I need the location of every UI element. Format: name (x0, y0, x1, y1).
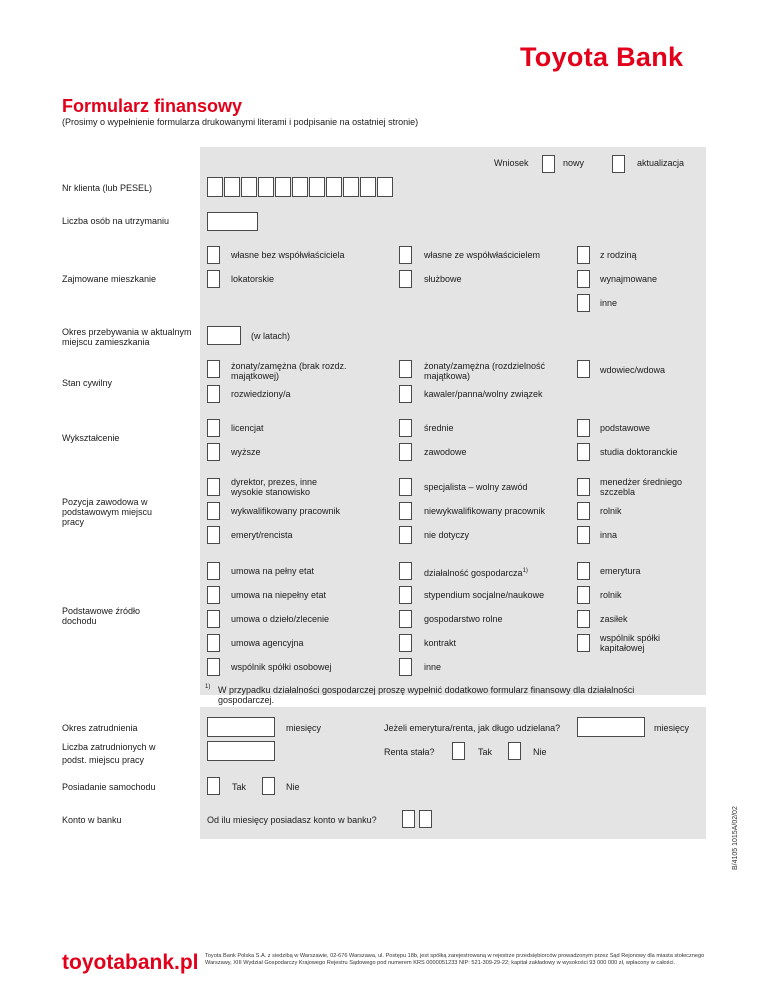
housing-label: Zajmowane mieszkanie (62, 274, 157, 284)
position-option-label: nie dotyczy (424, 530, 470, 540)
footnote-text: W przypadku działalności gospodarczej proszę wypełnić dodatkowo formularz finansowy dla działalności gospodarczej. (218, 685, 635, 705)
position-option-checkbox[interactable] (207, 502, 220, 520)
income-option-label: rolnik (600, 590, 622, 600)
residence-years-input[interactable] (207, 326, 241, 345)
page-subtitle: (Prosimy o wypełnienie formularza drukowanymi literami i podpisanie na ostatniej stronie) (62, 117, 419, 127)
footnote-mark: 1) (205, 684, 211, 690)
position-option-checkbox[interactable] (207, 526, 220, 544)
housing-option-label: własne ze współwłaścicielem (424, 250, 541, 260)
housing-option-checkbox[interactable] (577, 246, 590, 264)
education-option-checkbox[interactable] (399, 443, 412, 461)
marital-option-label: wdowiec/wdowa (600, 365, 666, 375)
marital-option-checkbox[interactable] (399, 385, 412, 403)
position-option-label: rolnik (600, 506, 622, 516)
position-option-label: wykwalifikowany pracownik (231, 506, 341, 516)
marital-option-label: żonaty/zamężna (rozdzielność majątkowa) (424, 361, 546, 381)
permanent-pension-yes-checkbox[interactable] (452, 742, 465, 760)
permanent-pension-no-checkbox[interactable] (508, 742, 521, 760)
employment-label: Okres zatrudnienia (62, 723, 138, 733)
dependents-input[interactable] (207, 212, 258, 231)
housing-option-checkbox[interactable] (207, 270, 220, 288)
income-option-label: wspólnik spółki osobowej (231, 662, 332, 672)
income-option-checkbox[interactable] (207, 562, 220, 580)
housing-option-label: wynajmowane (600, 274, 658, 284)
education-option-label: wyższe (231, 447, 261, 457)
position-option-label: menedżer średniego szczebla (600, 477, 683, 497)
application-new-checkbox[interactable] (542, 155, 555, 173)
car-yes-checkbox[interactable] (207, 777, 220, 795)
application-label: Wniosek (494, 158, 529, 168)
pension-months-input[interactable] (577, 717, 645, 737)
car-no-label: Nie (286, 782, 300, 792)
car-yes-label: Tak (232, 782, 247, 792)
education-label: Wykształcenie (62, 433, 120, 443)
bank-months-digit[interactable] (402, 810, 415, 828)
position-option-label: inna (600, 530, 618, 540)
client-number-label: Nr klienta (lub PESEL) (62, 183, 153, 193)
application-new-label: nowy (563, 158, 585, 168)
client-number-digit-boxes[interactable] (207, 177, 402, 198)
permanent-pension-no-label: Nie (533, 747, 547, 757)
position-option-checkbox[interactable] (399, 502, 412, 520)
income-option-label: inne (424, 662, 442, 672)
education-option-checkbox[interactable] (399, 419, 412, 437)
income-option-checkbox[interactable] (207, 586, 220, 604)
dependents-label: Liczba osób na utrzymaniu (62, 216, 170, 226)
income-option-checkbox[interactable] (207, 634, 220, 652)
income-label: Podstawowe źródło dochodu (62, 606, 141, 626)
position-option-checkbox[interactable] (577, 526, 590, 544)
housing-option-checkbox[interactable] (577, 294, 590, 312)
income-option-label: działalność gospodarcza$^{1)}$ (424, 568, 528, 578)
income-option-checkbox[interactable] (577, 610, 590, 628)
employment-months-unit: miesięcy (286, 723, 322, 733)
education-option-checkbox[interactable] (207, 443, 220, 461)
position-option-checkbox[interactable] (399, 526, 412, 544)
position-option-label: dyrektor, prezes, inne wysokie stanowisko (231, 477, 318, 497)
housing-option-label: służbowe (424, 274, 462, 284)
footer-site[interactable]: toyotabank.pl (62, 951, 199, 974)
marital-option-label: kawaler/panna/wolny związek (424, 389, 543, 399)
residence-label: Okres przebywania w aktualnym miejscu zamieszkania (62, 327, 192, 347)
housing-option-checkbox[interactable] (577, 270, 590, 288)
income-option-checkbox[interactable] (399, 658, 412, 676)
housing-option-checkbox[interactable] (399, 246, 412, 264)
employment-months-input[interactable] (207, 717, 275, 737)
income-option-label: zasiłek (600, 614, 628, 624)
position-option-checkbox[interactable] (577, 478, 590, 496)
position-option-label: emeryt/rencista (231, 530, 293, 540)
income-option-label: umowa na pełny etat (231, 566, 315, 576)
income-option-checkbox[interactable] (577, 634, 590, 652)
legal-notice: Toyota Bank Polska S.A. z siedzibą w Warszawie, 02-676 Warszawa, ul. Postępu 18b, jest spółką zarejestrowaną w rejestrze przedsiębiorców prowadzonym przez Sąd Rejonowy dla miasta stołecznego Warszawy, XIII Wydział Gospodarczy Krajowego Rejestru Sądowego pod numerem KRS 0000051233 NIP: 521-309-29-22; kapitał zakładowy w wysokości 93 000 000 zł, wpłacony w całości. (205, 953, 705, 966)
employees-count-input[interactable] (207, 741, 275, 761)
income-option-checkbox[interactable] (577, 586, 590, 604)
marital-option-label: rozwiedziony/a (231, 389, 291, 399)
education-option-label: licencjat (231, 423, 264, 433)
position-option-checkbox[interactable] (577, 502, 590, 520)
income-option-checkbox[interactable] (399, 586, 412, 604)
position-option-checkbox[interactable] (399, 478, 412, 496)
education-option-label: średnie (424, 423, 454, 433)
position-option-label: niewykwalifikowany pracownik (424, 506, 546, 516)
income-option-label: umowa agencyjna (231, 638, 304, 648)
education-option-label: podstawowe (600, 423, 651, 433)
income-option-checkbox[interactable] (399, 610, 412, 628)
income-option-label: umowa o dzieło/zlecenie (231, 614, 330, 624)
income-option-label: umowa na niepełny etat (231, 590, 327, 600)
education-option-label: zawodowe (424, 447, 467, 457)
form-panel (200, 147, 706, 695)
income-option-checkbox[interactable] (399, 562, 412, 580)
pension-months-unit: miesięcy (654, 723, 690, 733)
page-title: Formularz finansowy (62, 96, 243, 116)
income-option-label: gospodarstwo rolne (424, 614, 503, 624)
education-option-checkbox[interactable] (577, 443, 590, 461)
car-label: Posiadanie samochodu (62, 782, 156, 792)
housing-option-label: z rodziną (600, 250, 637, 260)
housing-option-label: własne bez współwłaściciela (231, 250, 345, 260)
income-option-checkbox[interactable] (399, 634, 412, 652)
application-update-checkbox[interactable] (612, 155, 625, 173)
income-option-label: emerytura (600, 566, 641, 576)
marital-option-checkbox[interactable] (399, 360, 412, 378)
marital-label: Stan cywilny (62, 378, 113, 388)
permanent-pension-question: Renta stała? (384, 747, 435, 757)
application-update-label: aktualizacja (637, 158, 685, 168)
employees-label: Liczba zatrudnionych w podst. miejscu pracy (62, 742, 156, 765)
position-label: Pozycja zawodowa w podstawowym miejscu pracy (62, 497, 153, 527)
income-option-label: stypendium socjalne/naukowe (424, 590, 545, 600)
bank-question: Od ilu miesięcy posiadasz konto w banku? (207, 815, 377, 825)
client-number-field[interactable] (207, 177, 402, 198)
income-option-checkbox[interactable] (577, 562, 590, 580)
housing-option-label: lokatorskie (231, 274, 275, 284)
bank-months-digit[interactable] (419, 810, 432, 828)
income-option-checkbox[interactable] (207, 658, 220, 676)
marital-option-checkbox[interactable] (207, 385, 220, 403)
housing-option-label: inne (600, 298, 618, 308)
marital-option-checkbox[interactable] (207, 360, 220, 378)
housing-option-checkbox[interactable] (399, 270, 412, 288)
position-option-checkbox[interactable] (207, 478, 220, 496)
residence-unit: (w latach) (251, 331, 291, 341)
income-option-label: kontrakt (424, 638, 457, 648)
marital-option-label: żonaty/zamężna (brak rozdz. majątkowej) (231, 361, 347, 381)
housing-option-checkbox[interactable] (207, 246, 220, 264)
education-option-label: studia doktoranckie (600, 447, 678, 457)
document-code: B/4105 1015A/02/02 (732, 806, 739, 870)
income-option-checkbox[interactable] (207, 610, 220, 628)
education-option-checkbox[interactable] (577, 419, 590, 437)
car-no-checkbox[interactable] (262, 777, 275, 795)
bank-label: Konto w banku (62, 815, 122, 825)
education-option-checkbox[interactable] (207, 419, 220, 437)
brand-logo: Toyota Bank (520, 42, 684, 72)
pension-duration-question: Jeżeli emerytura/renta, jak długo udzielana? (384, 723, 561, 733)
marital-option-checkbox[interactable] (577, 360, 590, 378)
income-option-label: wspólnik spółki kapitałowej (600, 633, 661, 653)
permanent-pension-yes-label: Tak (478, 747, 493, 757)
position-option-label: specjalista – wolny zawód (424, 482, 528, 492)
